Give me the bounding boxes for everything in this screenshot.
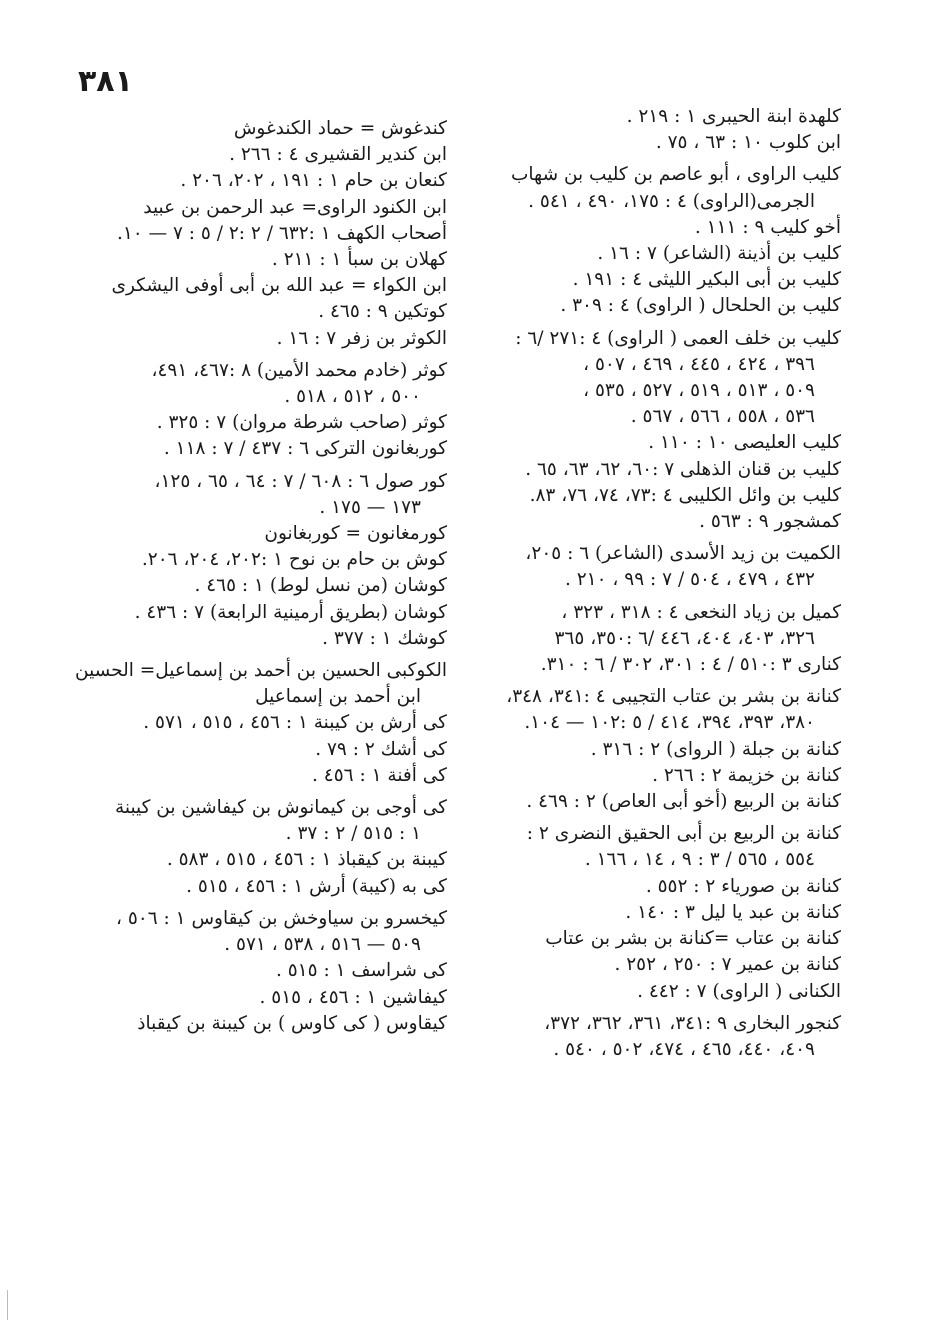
entry-heading-line: كنانة بن الربيع بن أبى الحقيق النضرى ٢ : xyxy=(526,823,841,845)
entry-continuation-line: الجرمى(الراوى) ٤ : ١٧٥، ٤٩٠ ، ٥٤١ . xyxy=(528,190,815,212)
index-entry xyxy=(75,247,447,273)
entry-heading-line: كوثر (صاحب شرطة مروان) ٧ : ٣٢٥ . xyxy=(156,412,447,434)
entry-heading-line: كى أفنة ١ : ٤٥٦ . xyxy=(312,764,447,786)
index-entry xyxy=(75,763,447,789)
index-entry xyxy=(516,541,841,593)
entry-heading-line: كى أرش بن كيبنة ١ : ٤٥٦ ، ٥١٥ ، ٥٧١ . xyxy=(143,712,447,734)
index-entry xyxy=(516,326,841,431)
entry-heading-line: كورمغانون = كوربغانون xyxy=(264,523,447,545)
entry-heading-line: كليب بن خلف العمى ( الراوى) ٤ :٢٧١ /٦ : xyxy=(515,327,841,349)
entry-heading-line: كيبنة بن كيقباذ ١ : ٤٥٦ ، ٥١٥ ، ٥٨٣ . xyxy=(166,849,447,871)
index-entry xyxy=(516,979,841,1005)
index-entry xyxy=(75,221,447,247)
index-entry xyxy=(75,436,447,462)
entry-heading-line: كوثر (خادم محمد الأمين) ٨ :٤٦٧، ٤٩١، xyxy=(151,359,447,381)
index-entry xyxy=(516,737,841,763)
entry-heading-line: كنانة بن بشر بن عتاب التجيبى ٤ :٣٤١، ٣٤٨، xyxy=(506,686,841,708)
index-entry xyxy=(75,847,447,873)
entry-heading-line: كيخسرو بن سياوخش بن كيقاوس ١ : ٥٠٦ ، xyxy=(115,907,447,929)
entry-heading-line: كيفاشين ١ : ٤٥٦ ، ٥١٥ . xyxy=(259,986,447,1008)
entry-heading-line: الكوثر بن زفر ٧ : ١٦ . xyxy=(276,327,447,349)
entry-heading-line: الكوكبى الحسين بن أحمد بن إسماعيل= الحسين xyxy=(75,660,447,682)
entry-heading-line: كى أشك ٢ : ٧٩ . xyxy=(315,738,447,760)
index-entry xyxy=(516,457,841,483)
entry-heading-line: ابن كلوب ١٠ : ٦٣ ، ٧٥ . xyxy=(655,132,841,154)
entry-heading-line: كنانة بن خزيمة ٢ : ٢٦٦ . xyxy=(652,764,841,786)
index-entry xyxy=(75,116,447,142)
index-entry xyxy=(516,509,841,535)
entry-heading-line: كنارى ٣ :٥١٠ / ٤ : ٣٠١، ٣٠٢ / ٦ : ٣١٠. xyxy=(540,654,841,676)
entry-continuation-line: ٤٣٢ ، ٤٧٩ ، ٥٠٤ / ٧ : ٩٩ ، ٢١٠ . xyxy=(564,569,815,591)
index-entry xyxy=(75,658,447,710)
entry-continuation-line: ٤٠٩، ٤٤٠، ٤٦٥ ، ٤٧٤، ٥٠٢ ، ٥٤٠ . xyxy=(553,1038,815,1060)
index-entry xyxy=(75,874,447,900)
entry-heading-line: كنانة بن صورياء ٢ : ٥٥٢ . xyxy=(645,875,841,897)
index-entry xyxy=(75,195,447,221)
index-column-right xyxy=(506,104,841,1063)
index-entry xyxy=(75,710,447,736)
index-entry xyxy=(75,273,447,299)
index-entry xyxy=(516,483,841,509)
entry-heading-line: كور صول ٦ : ٦٠٨ / ٧ : ٦٤ ، ٦٥ ، ١٢٥، xyxy=(154,470,447,492)
index-entry xyxy=(75,795,447,847)
index-entry xyxy=(516,952,841,978)
index-entry xyxy=(75,358,447,410)
entry-heading-line: كيقاوس ( كى كاوس ) بن كيبنة بن كيقباذ xyxy=(137,1012,447,1034)
index-entry xyxy=(516,267,841,293)
index-entry xyxy=(75,142,447,168)
entry-heading-line: كليب الراوى ، أبو عاصم بن كليب بن شهاب xyxy=(510,164,841,186)
entry-heading-line: كنعان بن حام ١ : ١٩١ ، ٢٠٢، ٢٠٦ . xyxy=(180,170,447,192)
index-entry xyxy=(516,104,841,130)
margin-mark xyxy=(7,1290,8,1320)
index-entry xyxy=(75,985,447,1011)
entry-heading-line: كميل بن زياد النخعى ٤ : ٣١٨ ، ٣٢٣ ، xyxy=(561,601,841,623)
index-entry xyxy=(516,789,841,815)
entry-continuation-line: ١٧٣ — ١٧٥ . xyxy=(319,496,421,518)
index-entry xyxy=(506,684,841,736)
entry-heading-line: كليب بن أذينة (الشاعر) ٧ : ١٦ . xyxy=(597,243,841,265)
entry-heading-line: ابن كندير القشيرى ٤ : ٢٦٦ . xyxy=(229,144,447,166)
index-entry xyxy=(516,293,841,319)
index-entry xyxy=(516,926,841,952)
entry-heading-line: كى شراسف ١ : ٥١٥ . xyxy=(275,960,447,982)
index-entry xyxy=(75,521,447,547)
entry-continuation-line: ١ : ٥١٥ / ٢ : ٣٧ . xyxy=(285,823,421,845)
entry-heading-line: كمشجور ٩ : ٥٦٣ . xyxy=(699,511,841,533)
index-entry xyxy=(516,430,841,456)
index-entry xyxy=(75,547,447,573)
page-number: ٣٨١ xyxy=(78,64,133,99)
index-entry xyxy=(75,299,447,325)
index-entry xyxy=(510,162,841,214)
index-entry xyxy=(75,1011,447,1037)
entry-heading-line: كنانة بن عبد يا ليل ٣ : ١٤٠ . xyxy=(625,901,841,923)
entry-heading-line: كليب العليصى ١٠ : ١١٠ . xyxy=(648,432,841,454)
index-entry xyxy=(516,652,841,678)
index-column-left xyxy=(75,116,447,1037)
entry-heading-line: الكميت بن زيد الأسدى (الشاعر) ٦ : ٢٠٥، xyxy=(525,543,841,565)
index-entry xyxy=(75,168,447,194)
index-entry xyxy=(75,410,447,436)
entry-heading-line: كوشان (بطريق أرمينية الرابعة) ٧ : ٤٣٦ . xyxy=(134,601,447,623)
entry-heading-line: ابن الكنود الراوى= عبد الرحمن بن عبيد xyxy=(143,196,447,218)
entry-heading-line: كندغوش = حماد الكندغوش xyxy=(233,118,447,139)
index-entry xyxy=(516,821,841,873)
entry-heading-line: كنانة بن عمير ٧ : ٢٥٠ ، ٢٥٢ . xyxy=(614,954,841,976)
entry-heading-line: الكنانى ( الراوى) ٧ : ٤٤٢ . xyxy=(637,980,841,1002)
entry-continuation-line: ٣٨٠، ٣٩٣، ٣٩٤، ٤١٤ / ٥ :١٠٢ — ١٠٤. xyxy=(524,712,815,734)
entry-continuation-line: ٣٢٦، ٤٠٣، ٤٠٤، ٤٤٦ /٦ :٣٥٠، ٣٦٥ xyxy=(554,627,815,649)
index-entry xyxy=(75,469,447,521)
index-entry xyxy=(75,573,447,599)
entry-heading-line: كوتكين ٩ : ٤٦٥ . xyxy=(318,301,447,323)
entry-heading-line: كنانة بن جبلة ( الرواى) ٢ : ٣١٦ . xyxy=(590,738,841,760)
entry-continuation-line: ٥٣٦ ، ٥٥٨ ، ٥٦٦ ، ٥٦٧ . xyxy=(630,406,815,428)
index-entry xyxy=(75,600,447,626)
entry-heading-line: كوش بن حام بن نوح ١ :٢٠٢، ٢٠٤، ٢٠٦. xyxy=(141,549,447,571)
entry-heading-line: كهلان بن سبأ ١ : ٢١١ . xyxy=(271,249,447,271)
index-entry xyxy=(516,1011,841,1063)
entry-heading-line: كى أوجى بن كيمانوش بن كيفاشين بن كيبنة xyxy=(114,797,447,819)
entry-heading-line: كوشك ١ : ٣٧٧ . xyxy=(322,627,447,649)
entry-heading-line: كوشان (من نسل لوط) ١ : ٤٦٥ . xyxy=(194,575,447,597)
entry-heading-line: كلهدة ابنة الحيبرى ١ : ٢١٩ . xyxy=(626,106,841,127)
index-entry xyxy=(516,600,841,652)
index-entry xyxy=(75,626,447,652)
entry-heading-line: كليب بن الحلحال ( الراوى) ٤ : ٣٠٩ . xyxy=(560,295,841,317)
entry-heading-line: أصحاب الكهف ١ :٦٣٢ / ٢ :٢ / ٥ : ٧ — ١٠. xyxy=(116,222,447,244)
entry-continuation-line: ٥٠٩ — ٥١٦ ، ٥٣٨ ، ٥٧١ . xyxy=(224,934,421,956)
entry-continuation-line: ٥٥٤ ، ٥٦٥ / ٣ : ٩ ، ١٤ ، ١٦٦ . xyxy=(584,849,815,871)
entry-heading-line: كليب بن أبى البكير الليثى ٤ : ١٩١ . xyxy=(572,269,841,291)
index-entry xyxy=(516,900,841,926)
index-entry xyxy=(75,326,447,352)
index-entry xyxy=(516,215,841,241)
entry-heading-line: كنانة بن عتاب =كنانة بن بشر بن عتاب xyxy=(545,928,841,950)
index-entry xyxy=(516,241,841,267)
entry-heading-line: كى به (كيبة) أرش ١ : ٤٥٦ ، ٥١٥ . xyxy=(186,875,447,897)
entry-heading-line: كليب بن وائل الكليبى ٤ :٧٣، ٧٤، ٧٦، ٨٣. xyxy=(529,484,841,506)
index-entry xyxy=(75,737,447,763)
entry-heading-line: كنجور البخارى ٩ :٣٤١، ٣٦١، ٣٦٢، ٣٧٢، xyxy=(544,1012,841,1034)
entry-continuation-line: ابن أحمد بن إسماعيل xyxy=(255,686,421,708)
entry-continuation-line: ٣٩٦ ، ٤٢٤ ، ٤٤٥ ، ٤٦٩ ، ٥٠٧ ، xyxy=(583,353,815,375)
entry-heading-line: كوربغانون التركى ٦ : ٤٣٧ / ٧ : ١١٨ . xyxy=(163,438,447,460)
index-entry xyxy=(516,763,841,789)
entry-heading-line: كليب بن قنان الذهلى ٧ :٦٠، ٦٢، ٦٣، ٦٥ . xyxy=(525,458,841,480)
entry-heading-line: كنانة بن الربيع (أخو أبى العاص) ٢ : ٤٦٩ . xyxy=(526,791,841,813)
index-entry xyxy=(75,958,447,984)
entry-heading-line: ابن الكواء = عبد الله بن أبى أوفى اليشكرى xyxy=(111,275,447,297)
index-entry xyxy=(516,130,841,156)
index-entry xyxy=(75,906,447,958)
index-entry xyxy=(516,874,841,900)
entry-continuation-line: ٥٠٠ ، ٥١٢ ، ٥١٨ . xyxy=(284,386,421,408)
entry-continuation-line: ٥٠٩ ، ٥١٣ ، ٥١٩ ، ٥٢٧ ، ٥٣٥ ، xyxy=(583,380,815,402)
entry-heading-line: أخو كليب ٩ : ١١١ . xyxy=(694,216,841,238)
